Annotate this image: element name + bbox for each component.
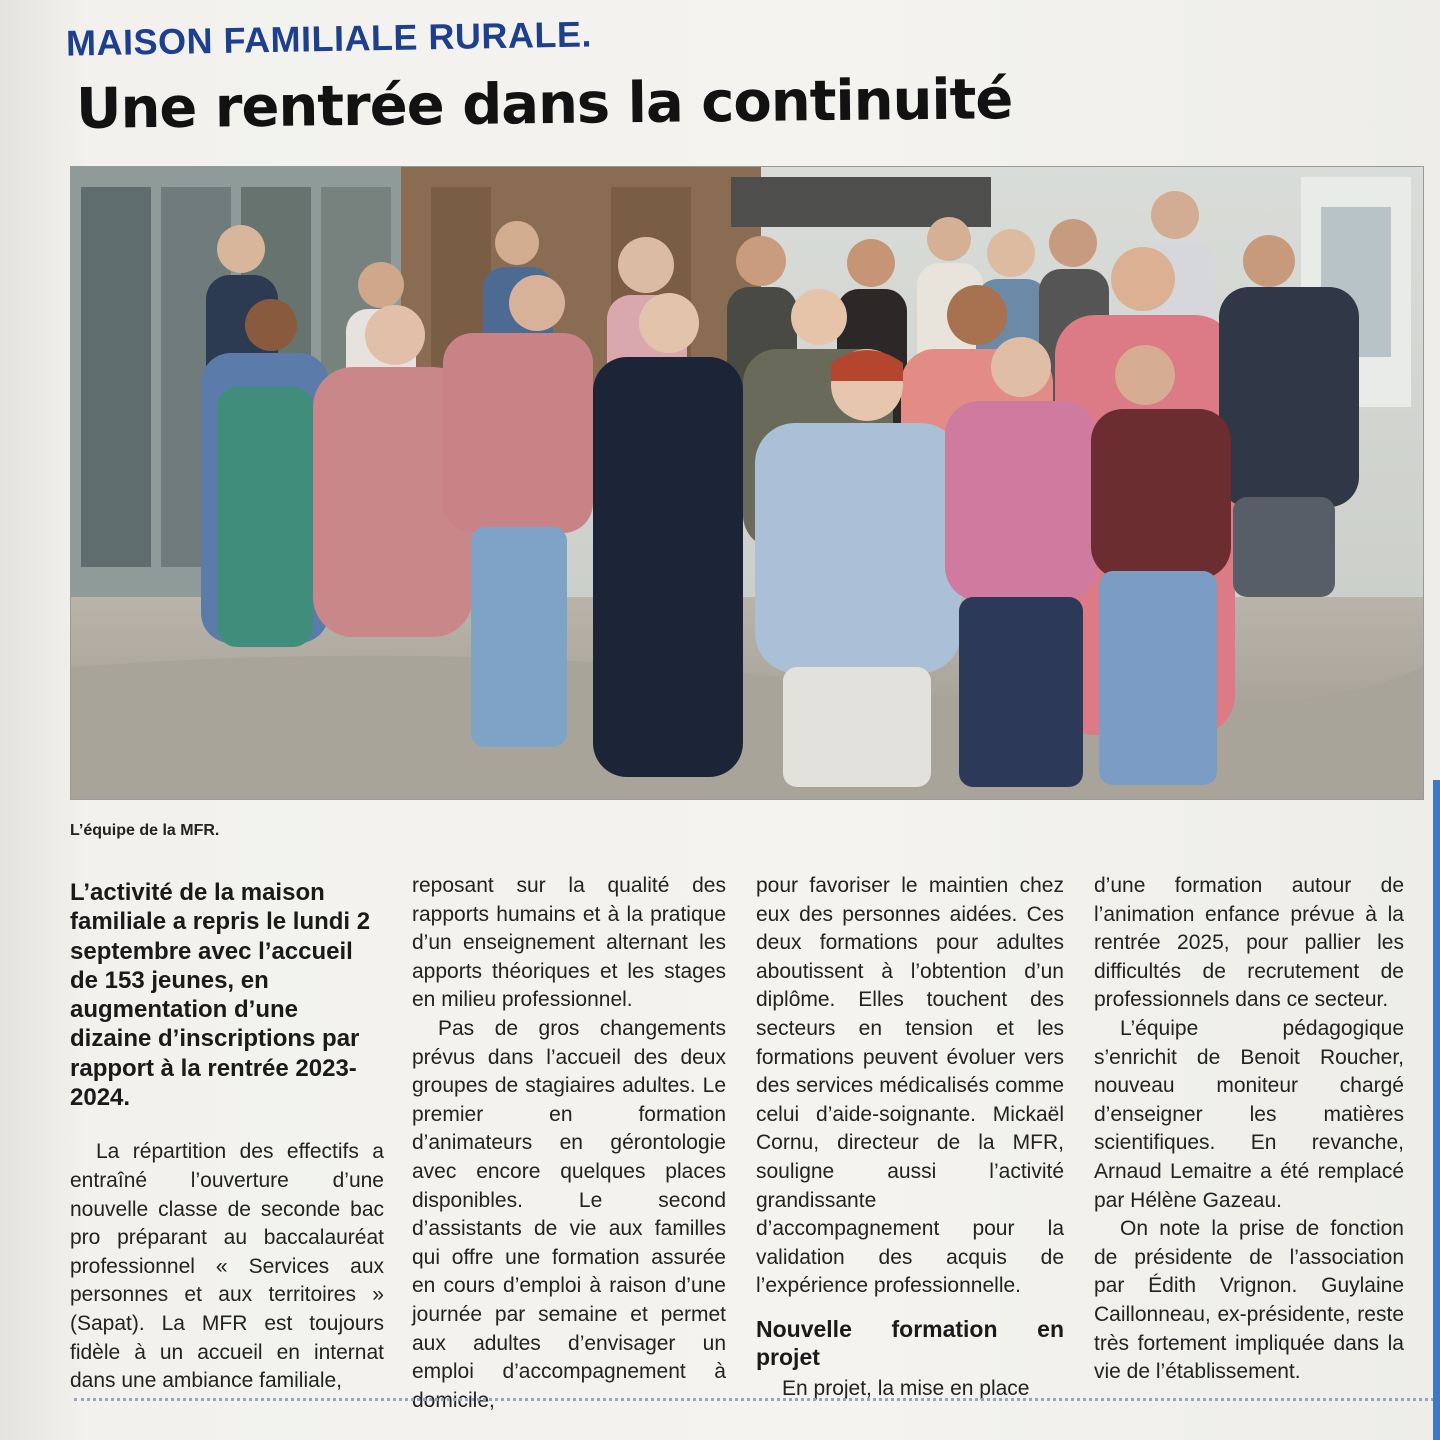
- team-photo-illustration: [71, 167, 1423, 799]
- article-column-4: [1094, 872, 1404, 1387]
- column-2-paragraph-2: Pas de gros changements prévus dans l’accueil des deux groupes de stagiaires adultes. Le premier en formation d’animateurs en gérontologie avec encore quelques places disponibles. Le second d’assistants de vie aux familles qui offre une formation assurée en cours d’emploi à raison d’une journée par semaine et permet aux adultes d’envisager un emploi d’accompagnement à domicile,: [412, 1016, 726, 1412]
- article-headline: Une rentrée dans la continuité: [75, 67, 1013, 142]
- page-edge-bar: [1433, 780, 1440, 1440]
- photo-caption: L’équipe de la MFR.: [70, 822, 220, 839]
- team-photo: [70, 166, 1424, 800]
- column-1-paragraph-1: La répartition des effectifs a entraîné l’ouverture d’une nouvelle classe de seconde bac pro préparant au baccalauréat professionnel « Services aux personnes et aux territoires » (Sapat). La MFR est toujours fidèle à un accueil en internat dans une ambiance familiale,: [70, 1140, 384, 1393]
- column-4-paragraph-2: L’équipe pédagogique s’enrichit de Benoit Roucher, nouveau moniteur chargé d’enseigner les matières scientifiques. En revanche, Arnaud Lemaitre a été remplacé par Hélène Gazeau.: [1094, 1016, 1404, 1212]
- column-3-paragraph-1: pour favoriser le maintien chez eux des personnes aidées. Ces deux formations pour adultes aboutissent à l’obtention d’un diplôme. Elles touchent des secteurs en tension et les formations peuvent évoluer vers des services médicalisés comme celui d’aide-soignante. Mickaël Cornu, directeur de la MFR, souligne aussi l’activité grandissante d’accompagnement pour la validation des acquis de l’expérience professionnelle.: [756, 874, 1064, 1298]
- article-column-1: [70, 872, 384, 1396]
- article-column-2: [412, 872, 726, 1415]
- bottom-dotted-rule: [74, 1398, 1440, 1401]
- column-4-paragraph-3: On note la prise de fonction de présidente de l’association par Édith Vrignon. Guylaine Caillonneau, ex-présidente, reste très fortement impliquée dans la vie de l’établissement.: [1094, 1217, 1404, 1384]
- column-2-paragraph-1: reposant sur la qualité des rapports humains et à la pratique d’un enseignement alternant les apports théoriques et les stages en milieu professionnel.: [412, 874, 726, 1012]
- article-column-3: [756, 872, 1064, 1404]
- column-4-paragraph-1: d’une formation autour de l’animation enfance prévue à la rentrée 2025, pour pallier les difficultés de recrutement de professionnels dans ce secteur.: [1094, 874, 1404, 1012]
- section-subhead: Nouvelle formation en projet: [756, 1315, 1064, 1370]
- article-lead: L’activité de la maison familiale a repris le lundi 2 septembre avec l’accueil de 153 jeunes, en augmentation d’une dizaine d’inscriptions par rapport à la rentrée 2023-2024.: [70, 879, 371, 1112]
- article-kicker: MAISON FAMILIALE RURALE.: [65, 13, 593, 64]
- column-3-paragraph-2: En projet, la mise en place: [782, 1376, 1030, 1400]
